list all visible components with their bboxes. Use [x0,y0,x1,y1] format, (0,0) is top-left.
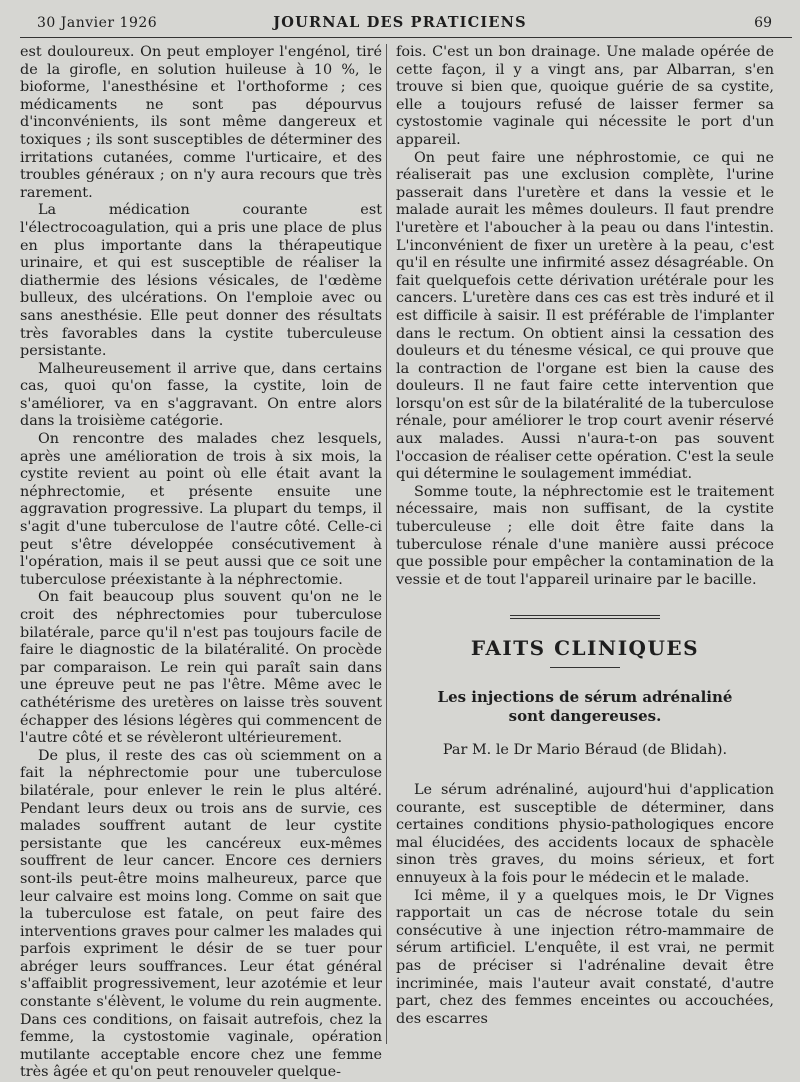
left-column [20,44,382,1082]
paragraph: De plus, il reste des cas où sciemment on a fait la néphrectomie pour une tuberculose bilatérale, pour enlever le rein le plus altéré. Pendant leurs deux ou trois ans de survie, ces malades souffrent autant de leur cystite persistante que les cancéreux eux-mêmes souffrent de leur cancer. Encore ces derniers sont-ils peut-être moins malheureux, parce que leur calvaire est moins long. Comme on sait que la tuberculose est fatale, on peut faire des interventions graves pour calmer les malades qui parfois expriment le désir de se tuer pour abréger leurs souffrances. Leur état général s'affaiblit progressivement, leur azotémie et leur constante s'élèvent, le volume du rein augmente. Dans ces conditions, on faisait autrefois, chez la femme, la cystostomie vaginale, opération mutilante acceptable encore chez une femme très âgée et qu'on peut renouveler quelque- [20,747,382,1081]
paragraph: On fait beaucoup plus souvent qu'on ne le croit des néphrectomies pour tuberculose bilatérale, parce qu'il n'est pas toujours facile de faire le diagnostic de la bilatéralité. On procède par comparaison. Le rein qui paraît sain dans une épreuve peut ne pas l'être. Même avec le cathétérisme des uretères on laisse très souvent échapper des lésions légères qui commencent de l'autre côté et se révèleront ultérieurement. [20,589,382,747]
right-column [396,44,774,1028]
article-title-line: Les injections de sérum adrénaliné [437,688,733,707]
article-byline: Par M. le Dr Mario Béraud (de Blidah). [442,742,728,759]
column-divider [386,44,387,1044]
section-rule [550,667,620,668]
paragraph: Malheureusement il arrive que, dans certains cas, quoi qu'on fasse, la cystite, loin de s'améliorer, va en s'aggravant. On entre alors dans la troisième catégorie. [20,360,382,430]
section-separator [510,615,660,619]
page-number: 69 [754,15,772,31]
header-rule [20,37,792,38]
paragraph: La médication courante est l'électrocoagulation, qui a pris une place de plus en plus importante dans la thérapeutique urinaire, et qui est susceptible de réaliser la diathermie des lésions vésicales, de l'œdème bulleux, des ulcérations. On l'emploie avec ou sans anesthésie. Elle peut donner des résultats très favorables dans la cystite tuberculeuse persistante. [20,202,382,360]
paragraph: Le sérum adrénaliné, aujourd'hui d'application courante, est susceptible de déterminer, dans certaines conditions physio-pathologiques encore mal élucidées, des accidents locaux de sphacèle sinon très graves, du moins sérieux, et fort ennuyeux à la fois pour le médecin et le malade. [396,782,774,886]
section-title: FAITS CLINIQUES [470,636,700,661]
article-title-line: sont dangereuses. [508,707,662,726]
page-header [0,0,800,40]
paragraph: fois. C'est un bon drainage. Une malade opérée de cette façon, il y a vingt ans, par Albarran, s'en trouve si bien que, quoique guérie de sa cystite, elle a toujours refusé de laisser fermer sa cystostomie vaginale qui nécessite le port d'un appareil. [396,44,774,148]
journal-title: JOURNAL DES PRATICIENS [273,14,527,31]
article-title [416,688,754,726]
paragraph: On peut faire une néphrostomie, ce qui ne réaliserait pas une exclusion complète, l'urine passerait dans l'uretère et dans la vessie et le malade aurait les mêmes douleurs. Il faut prendre l'uretère et l'aboucher à la peau ou dans l'intestin. L'inconvénient de fixer un uretère à la peau, c'est qu'il en résulte une infirmité assez désagréable. On fait quelquefois cette dérivation urétérale pour les cancers. L'uretère dans ces cas est très induré et il est difficile à saisir. Il est préférable de l'implanter dans le rectum. On obtient ainsi la cessation des douleurs et du ténesme vésical, ce qui prouve que la contraction de l'organe est bien la cause des douleurs. Il ne faut faire cette intervention que lorsqu'on est sûr de la bilatéralité de la tuberculose rénale, pour améliorer le trop court avenir réservé aux malades. Aussi n'aura-t-on pas souvent l'occasion de réaliser cette opération. C'est la seule qui détermine le soulagement immédiat. [396,149,774,483]
paragraph: On rencontre des malades chez lesquels, après une amélioration de trois à six mois, la cystite revient au point où elle était avant la néphrectomie, et présente ensuite une aggravation progressive. La plupart du temps, il s'agit d'une tuberculose de l'autre côté. Celle-ci peut s'être développée consécutivement à l'opération, mais il se peut aussi que ce soit une tuberculose préexistante à la néphrectomie. [20,431,382,588]
paragraph: est douloureux. On peut employer l'engénol, tiré de la girofle, en solution huileuse à 10 %, le bioforme, l'anesthésine et l'orthoforme ; ces médicaments ne sont pas dépourvus d'inconvénients, ils sont même dangereux et toxiques ; ils sont susceptibles de déterminer des irritations cutanées, comme l'urticaire, et des troubles généraux ; on n'y aura recours que très rarement. [20,44,382,201]
issue-date: 30 Janvier 1926 [37,15,158,31]
paragraph: Ici même, il y a quelques mois, le Dr Vignes rapportait un cas de nécrose totale du sein consécutive à une injection rétro-mammaire de sérum artificiel. L'enquête, il est vrai, ne permit pas de préciser si l'adrénaline devait être incriminée, mais l'auteur avait constaté, d'autre part, chez des femmes enceintes ou accouchées, des escarres [396,887,774,1027]
paragraph: Somme toute, la néphrectomie est le traitement nécessaire, mais non suffisant, de la cystite tuberculeuse ; elle doit être faite dans la tuberculose rénale d'une manière aussi précoce que possible pour empêcher la contamination de la vessie et de tout l'appareil urinaire par le bacille. [396,483,774,588]
